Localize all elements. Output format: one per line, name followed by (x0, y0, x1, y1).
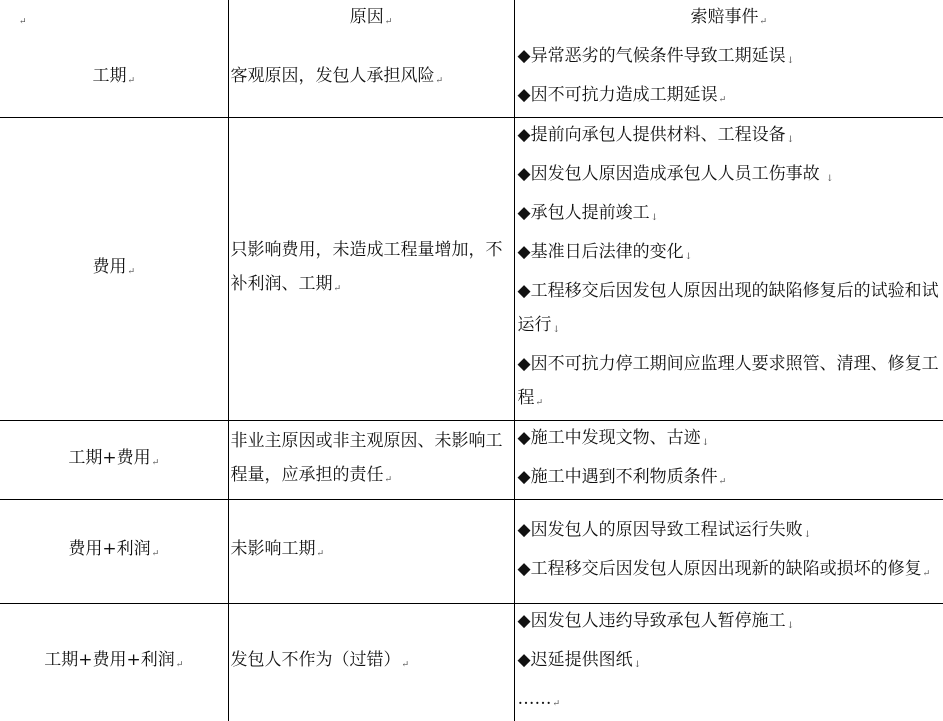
paragraph-mark: ↵ (152, 549, 160, 559)
reason-cell (228, 39, 514, 118)
event-text: ◆施工中遇到不利物质条件 (518, 467, 718, 487)
event-text: ◆基准日后法律的变化 (518, 242, 684, 262)
event-text: …… (518, 689, 552, 709)
event-text: ◆提前向承包人提供材料、工程设备 (518, 125, 786, 145)
table-row (0, 421, 943, 500)
paragraph-mark: ↵ (436, 76, 444, 86)
event-text: ◆因发包人的原因导致工程试运行失败 (518, 520, 803, 540)
paragraph-mark: ↵ (127, 76, 135, 86)
paragraph-mark: ↵ (402, 660, 410, 670)
events-cell (514, 604, 943, 721)
reason-text: 发包人不作为（过错） (231, 650, 401, 670)
event-text: ◆异常恶劣的气候条件导致工期延误 (518, 46, 786, 66)
paragraph-mark: ↵ (923, 569, 931, 579)
event-item (518, 39, 943, 78)
event-item (518, 196, 943, 235)
paragraph-mark: ↓ (634, 660, 642, 670)
table-body (0, 39, 943, 721)
paragraph-mark: ↵ (759, 17, 767, 27)
claim-type-cell (0, 39, 228, 118)
paragraph-mark: ↵ (553, 699, 561, 709)
paragraph-mark: ↵ (385, 17, 393, 27)
event-item (518, 78, 943, 117)
paragraph-mark: ↵ (127, 267, 135, 277)
paragraph-mark: ↵ (334, 284, 342, 294)
event-item (518, 421, 943, 460)
paragraph-mark: ↵ (176, 660, 184, 670)
reason-cell (228, 604, 514, 721)
event-item (518, 643, 943, 682)
event-item (518, 513, 943, 552)
paragraph-mark: ↵ (536, 398, 544, 408)
event-text: ◆施工中发现文物、古迹 (518, 428, 701, 448)
paragraph-mark: ↵ (719, 95, 727, 105)
event-text: ◆工程移交后因发包人原因出现的缺陷修复后的试验和试运行 (518, 281, 939, 335)
reason-cell (228, 500, 514, 604)
event-text: ◆因发包人违约导致承包人暂停施工 (518, 611, 786, 631)
claim-type: 费用+利润 (68, 539, 150, 559)
table-row (0, 118, 943, 421)
reason-text: 只影响费用，未造成工程量增加，不补利润、工期 (231, 240, 503, 294)
event-item (518, 235, 943, 274)
header-reason (228, 0, 514, 39)
claim-type: 工期 (92, 66, 126, 86)
paragraph-mark: ↓ (787, 56, 795, 66)
reason-text: 未影响工期 (231, 539, 316, 559)
event-item (518, 460, 943, 499)
event-text: ◆因发包人原因造成承包人人员工伤事故 (518, 164, 825, 184)
reason-text: 客观原因，发包人承担风险 (231, 66, 435, 86)
event-text: ◆因不可抗力造成工期延误 (518, 85, 718, 105)
reason-cell (228, 421, 514, 500)
table-row (0, 39, 943, 118)
table-row (0, 604, 943, 721)
claim-type-cell (0, 118, 228, 421)
paragraph-mark: ↓ (702, 438, 710, 448)
paragraph-mark: ↵ (317, 549, 325, 559)
event-text: ◆因不可抗力停工期间应监理人要求照管、清理、修复工程 (518, 354, 939, 408)
claim-type-cell (0, 604, 228, 721)
event-item (518, 682, 943, 721)
event-item (518, 157, 943, 196)
paragraph-mark: ↓ (804, 530, 812, 540)
header-reason-label: 原因 (350, 7, 384, 27)
paragraph-mark: ↵ (385, 475, 393, 485)
header-blank-cell (0, 0, 228, 39)
event-item (518, 552, 943, 591)
header-events (514, 0, 943, 39)
claim-type: 工期+费用+利润 (44, 650, 175, 670)
paragraph-mark: ↓ (826, 174, 834, 184)
claim-type-cell (0, 421, 228, 500)
header-events-label: 索赔事件 (690, 7, 758, 27)
events-cell (514, 500, 943, 604)
events-cell (514, 39, 943, 118)
claim-type-cell (0, 500, 228, 604)
claim-type: 工期+费用 (68, 448, 150, 468)
event-text: ◆承包人提前竣工 (518, 203, 650, 223)
paragraph-mark: ↓ (651, 213, 659, 223)
event-item (518, 118, 943, 157)
paragraph-mark: ↓ (787, 621, 795, 631)
events-cell (514, 118, 943, 421)
reason-cell (228, 118, 514, 421)
paragraph-mark: ↓ (685, 252, 693, 262)
claim-type: 费用 (92, 257, 126, 277)
paragraph-mark: ↓ (553, 325, 561, 335)
event-item (518, 347, 943, 420)
event-text: ◆工程移交后因发包人原因出现新的缺陷或损坏的修复 (518, 559, 922, 579)
paragraph-mark: ↵ (152, 458, 160, 468)
header-row (0, 0, 943, 39)
event-item (518, 604, 943, 643)
events-cell (514, 421, 943, 500)
table-row (0, 500, 943, 604)
paragraph-mark: ↵ (719, 477, 727, 487)
event-text: ◆迟延提供图纸 (518, 650, 633, 670)
event-item (518, 274, 943, 347)
reason-text: 非业主原因或非主观原因、未影响工程量，应承担的责任 (231, 431, 503, 485)
paragraph-mark: ↓ (787, 135, 795, 145)
paragraph-mark: ↵ (19, 17, 27, 27)
